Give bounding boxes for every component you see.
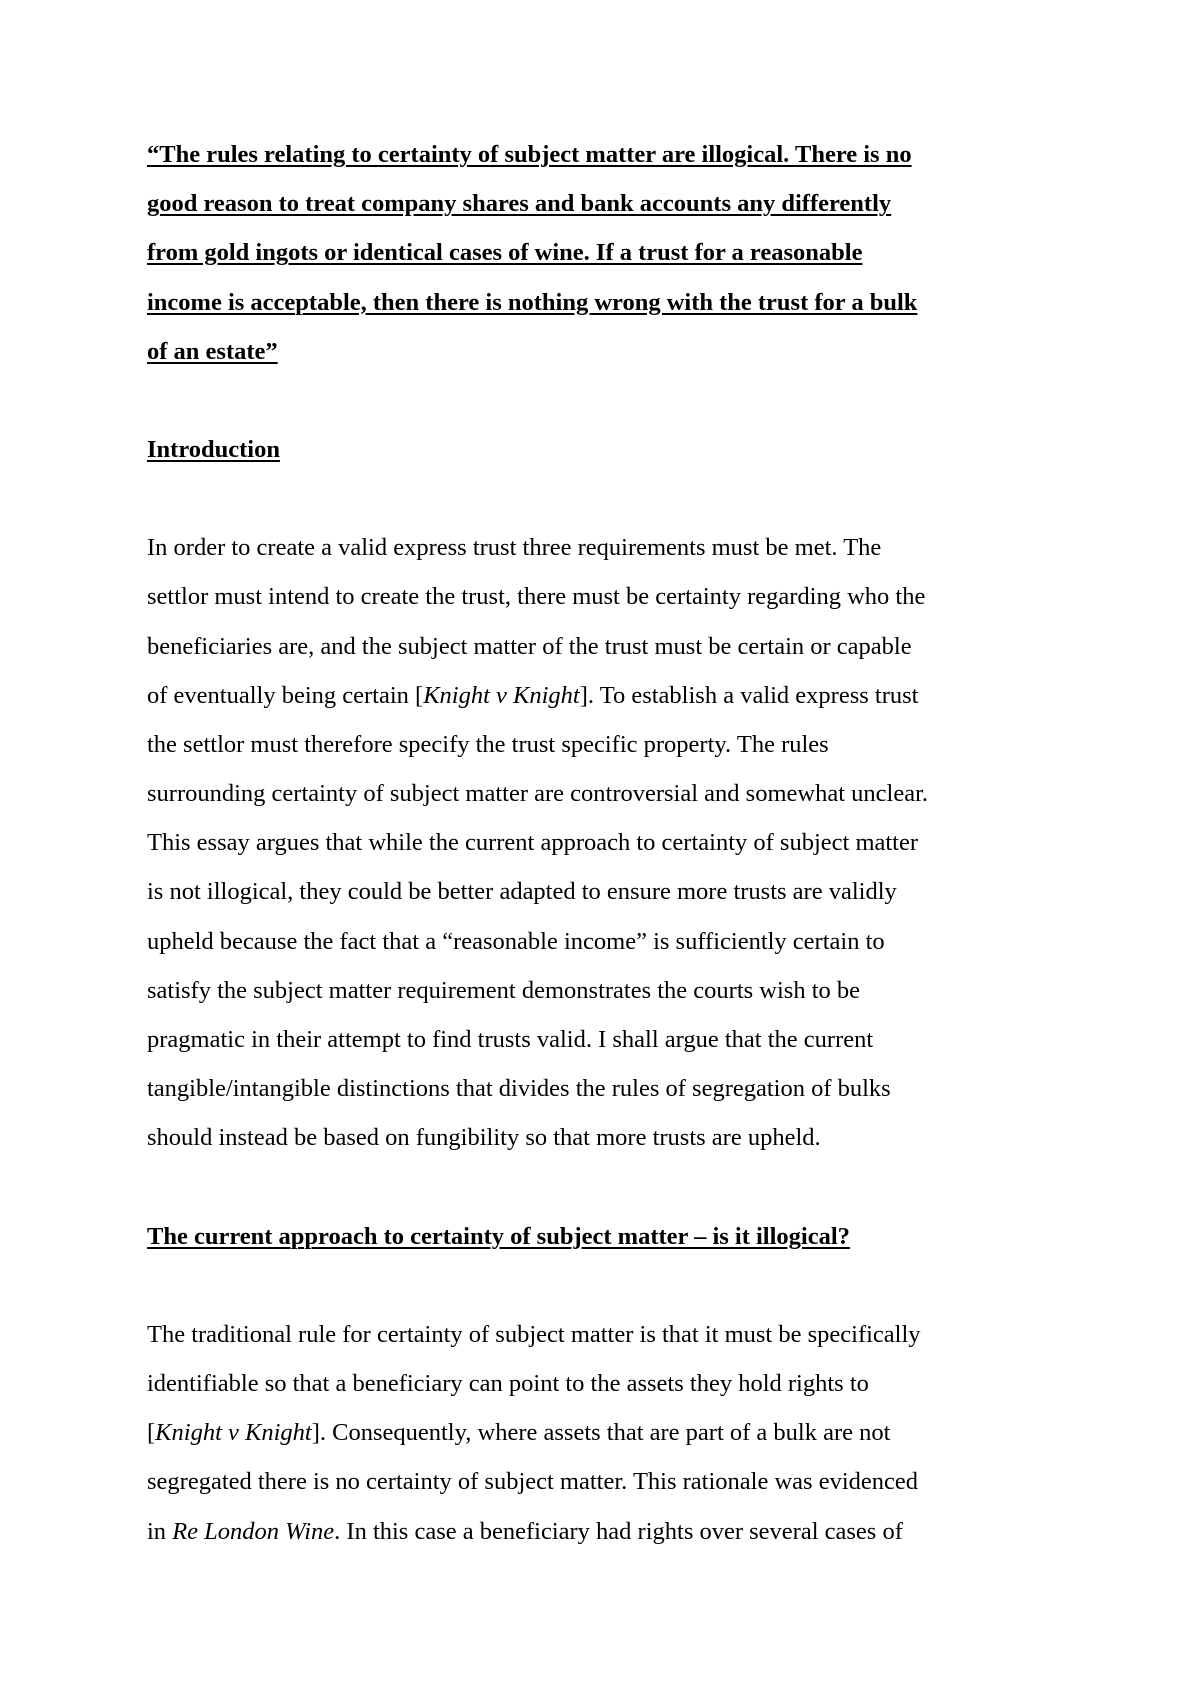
text-run: [ [147, 1419, 156, 1447]
text-run: . In this case a beneficiary had rights over several cases of [334, 1517, 903, 1545]
text-run: ]. To establish a valid express trust [579, 681, 919, 709]
text-run: ]. Consequently, where assets that are part of a bulk are not [311, 1419, 891, 1447]
body-line: surrounding certainty of subject matter are controversial and somewhat unclear. [147, 780, 928, 808]
case-citation: Knight v Knight [423, 681, 580, 709]
question-line: income is acceptable, then there is nothing wrong with the trust for a bulk [147, 288, 918, 316]
body-line: identifiable so that a beneficiary can point to the assets they hold rights to [147, 1369, 869, 1397]
body-line: segregated there is no certainty of subject matter. This rationale was evidenced [147, 1468, 919, 1496]
introduction-heading: Introduction [147, 435, 280, 463]
body-line: satisfy the subject matter requirement demonstrates the courts wish to be [147, 976, 861, 1004]
case-citation: Knight v Knight [155, 1419, 312, 1447]
body-line [147, 1408, 1067, 1457]
question-line: from gold ingots or identical cases of wine. If a trust for a reasonable [147, 239, 863, 267]
text-run: of eventually being certain [ [147, 681, 424, 709]
body-line: In order to create a valid express trust three requirements must be met. The [147, 534, 882, 562]
body-line: settlor must intend to create the trust, there must be certainty regarding who the [147, 583, 926, 611]
current-approach-heading: The current approach to certainty of subject matter – is it illogical? [147, 1222, 850, 1250]
body-line [147, 671, 1067, 720]
introduction-paragraph [147, 523, 1067, 1162]
body-line: pragmatic in their attempt to find trusts valid. I shall argue that the current [147, 1026, 874, 1053]
body-line: should instead be based on fungibility so that more trusts are upheld. [147, 1124, 821, 1152]
text-run: in [147, 1517, 173, 1545]
body-line: This essay argues that while the current approach to certainty of subject matter [147, 829, 919, 857]
body-line: beneficiaries are, and the subject matter of the trust must be certain or capable [147, 632, 912, 660]
body-line: tangible/intangible distinctions that divides the rules of segregation of bulks [147, 1075, 891, 1103]
question-line: good reason to treat company shares and bank accounts any differently [147, 190, 892, 218]
body-line: upheld because the fact that a “reasonable income” is sufficiently certain to [147, 927, 885, 955]
body-line: is not illogical, they could be better adapted to ensure more trusts are validly [147, 878, 897, 906]
body-line: the settlor must therefore specify the trust specific property. The rules [147, 730, 829, 758]
question-line: “The rules relating to certainty of subject matter are illogical. There is no [147, 141, 912, 168]
case-citation: Re London Wine [172, 1517, 335, 1545]
question-line: of an estate” [147, 337, 278, 365]
document-page [147, 130, 1067, 1556]
essay-question [147, 130, 1067, 376]
body-line [147, 1507, 1067, 1556]
current-approach-paragraph [147, 1310, 1067, 1556]
body-line: The traditional rule for certainty of subject matter is that it must be specifically [147, 1320, 921, 1348]
